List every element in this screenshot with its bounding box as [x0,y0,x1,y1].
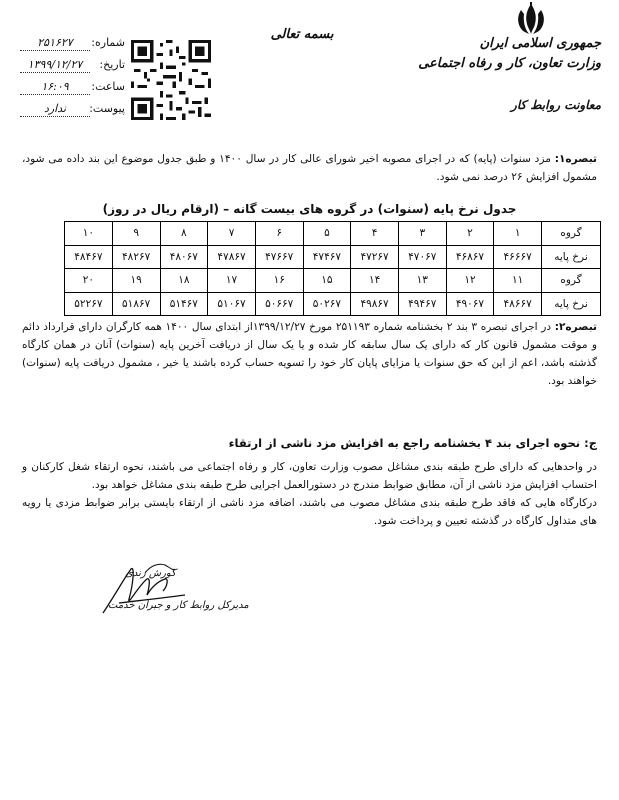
meta-attachment-value: ندارد [20,102,90,117]
table-cell: ۴۷۰۶۷ [398,245,446,269]
table-cell: ۱۰ [65,222,113,246]
signature-icon [95,555,215,625]
table-row-rates-1 [65,245,601,269]
signatory-title: مدیرکل روابط کار و جبران خدمت [108,600,249,611]
table-cell: ۱۱ [494,269,542,293]
table-cell: ۴۸۶۶۷ [494,292,542,316]
table-cell: ۴۹۸۶۷ [351,292,399,316]
row-label-rate: نرخ پایه [542,292,601,316]
meta-number-label: شماره: [91,36,125,49]
iran-emblem-icon [513,2,549,38]
table-cell: ۸ [160,222,208,246]
meta-time [20,80,125,100]
meta-time-value: ۱۶:۰۹ [20,80,90,95]
table-cell: ۴ [351,222,399,246]
section-c-paragraph-1: در واحدهایی که دارای طرح طبقه بندی مشاغل مصوب وزارت تعاون، کار و رفاه اجتماعی می باشند، نحوه ارتقاء شغل کارکنان و احتساب افزایش مزد ناشی از آن، مطابق ضوابط مندرج در دستورالعمل اجرایی طرح طبقه بندی مشاغل خواهد بود. [22,461,597,491]
table-cell: ۴۶۶۶۷ [494,245,542,269]
table-cell: ۱۸ [160,269,208,293]
meta-date-value: ۱۳۹۹/۱۲/۲۷ [20,58,90,73]
table-cell: ۴۶۸۶۷ [446,245,494,269]
basmala-heading: بسمه تعالی [270,27,334,42]
table-cell: ۵ [303,222,351,246]
note-1-label: تبصره۱: [554,153,598,165]
table-cell: ۵۱۴۶۷ [160,292,208,316]
table-cell: ۵۱۸۶۷ [112,292,160,316]
org-line-ministry: وزارت تعاون، کار و رفاه اجتماعی [418,56,601,71]
table-title: جدول نرخ پایه (سنوات) در گروه های بیست گانه – (ارقام ریال در روز) [102,202,517,216]
meta-date [20,58,125,78]
table-cell: ۱۷ [208,269,256,293]
note-1-paragraph [22,150,597,186]
section-c-heading: ج: نحوه اجرای بند ۴ بخشنامه راجع به افزایش مزد ناشی از ارتقاء [228,436,597,450]
table-cell: ۴۸۲۶۷ [112,245,160,269]
meta-time-label: ساعت: [91,80,125,93]
table-row-groups-2 [65,269,601,293]
table-row-groups-1 [65,222,601,246]
meta-number [20,36,125,56]
qr-code-icon [131,40,211,120]
note-1-text: مزد سنوات (پایه) که در اجرای مصوبه اخیر شورای عالی کار در سال ۱۴۰۰ و طبق جدول موضوع این بند داده می شود، مشمول افزایش ۲۶ درصد نمی شود. [22,153,597,183]
section-c-paragraph-2: درکارگاه هایی که فاقد طرح طبقه بندی مشاغل مصوب می باشند، اضافه مزد ناشی از ارتقاء بایستی برابر ضوابط مزدی یا رویه های متداول کارگاه در گذشته تعیین و پرداخت شود. [22,497,597,527]
note-2-text: در اجرای تبصره ۳ بند ۲ بخشنامه شماره ۲۵۱۱۹۳ مورخ ۱۳۹۹/۱۲/۲۷از ابتدای سال ۱۴۰۰ همه کارگران دارای قرارداد دائم و موقت مشمول قانون کار که دارای یک سال سابقه کار شده و یا یک سال از دریافت آخرین پایه (سنوات) آنان در همان کارگاه گذشته باشد، اعم از این که حق سنوات یا مزایای پایان کار خود را تسویه حساب کرده باشند یا خیر ، مشمول دریافت پایه (سنوات) خواهند بود. [22,321,597,387]
table-cell: ۵۰۲۶۷ [303,292,351,316]
meta-attachment [20,102,125,122]
table-cell: ۵۲۲۶۷ [65,292,113,316]
table-cell: ۴۸۰۶۷ [160,245,208,269]
signatory-name: کورش زندی [125,568,176,579]
table-cell: ۴۷۴۶۷ [303,245,351,269]
meta-date-label: تاریخ: [99,58,125,71]
row-label-rate: نرخ پایه [542,245,601,269]
meta-number-value: ۲۵۱۶۲۷ [20,36,90,51]
table-cell: ۹ [112,222,160,246]
table-cell: ۴۷۲۶۷ [351,245,399,269]
table-cell: ۱۳ [398,269,446,293]
row-label-group: گروه [542,269,601,293]
table-cell: ۵۱۰۶۷ [208,292,256,316]
table-cell: ۴۷۸۶۷ [208,245,256,269]
org-line-country: جمهوری اسلامی ایران [479,36,601,51]
table-cell: ۷ [208,222,256,246]
table-cell: ۱۴ [351,269,399,293]
table-cell: ۱۵ [303,269,351,293]
table-cell: ۴۹۴۶۷ [398,292,446,316]
org-line-department: معاونت روابط کار [511,98,601,112]
base-rate-table [64,221,601,316]
table-cell: ۲۰ [65,269,113,293]
table-cell: ۲ [446,222,494,246]
note-2-paragraph [22,318,597,390]
table-row-rates-2 [65,292,601,316]
table-cell: ۱۲ [446,269,494,293]
note-2-label: تبصره۲: [554,321,597,333]
table-cell: ۱۶ [255,269,303,293]
table-cell: ۱ [494,222,542,246]
table-cell: ۴۷۶۶۷ [255,245,303,269]
table-cell: ۵۰۶۶۷ [255,292,303,316]
table-cell: ۳ [398,222,446,246]
table-cell: ۴۹۰۶۷ [446,292,494,316]
table-cell: ۴۸۴۶۷ [65,245,113,269]
meta-attachment-label: پیوست: [89,102,125,115]
table-cell: ۶ [255,222,303,246]
table-cell: ۱۹ [112,269,160,293]
row-label-group: گروه [542,222,601,246]
